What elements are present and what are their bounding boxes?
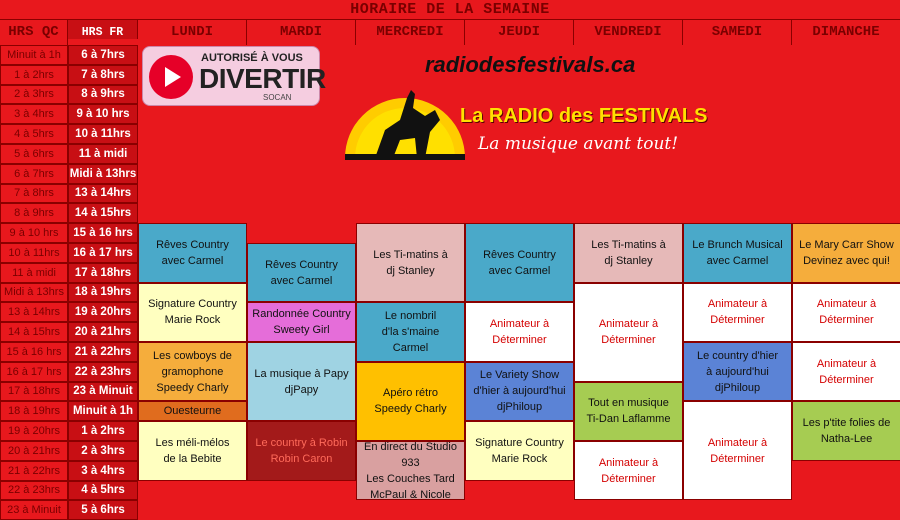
schedule-header — [0, 0, 900, 20]
time-qc-cell: 3 à 4hrs — [0, 104, 68, 124]
program-block: Rêves Country avec Carmel — [247, 243, 356, 302]
program-block: En direct du Studio 933 Les Couches Tard McPaul & Nicole — [356, 441, 465, 500]
time-fr-cell: 11 à midi — [68, 144, 138, 164]
time-fr-cell: Midi à 13hrs — [68, 164, 138, 184]
program-block: Apéro rétro Speedy Charly — [356, 362, 465, 441]
time-fr-cell: 8 à 9hrs — [68, 85, 138, 105]
program-block: Animateur à Déterminer — [683, 283, 792, 342]
program-block: Tout en musique Ti-Dan Laflamme — [574, 382, 683, 441]
time-qc-cell: 10 à 11hrs — [0, 243, 68, 263]
time-qc-cell: 15 à 16 hrs — [0, 342, 68, 362]
time-fr-cell: 17 à 18hrs — [68, 263, 138, 283]
time-qc-cell: 20 à 21hrs — [0, 441, 68, 461]
column-header-mardi: MARDI — [247, 20, 356, 45]
time-qc-cell: 22 à 23hrs — [0, 481, 68, 501]
column-header-dimanche: DIMANCHE — [792, 20, 900, 45]
program-block: Le country à Robin Robin Caron — [247, 421, 356, 480]
time-qc-cell: 18 à 19hrs — [0, 401, 68, 421]
time-fr-cell: 5 à 6hrs — [68, 500, 138, 520]
time-fr-cell: 16 à 17 hrs — [68, 243, 138, 263]
time-fr-cell: 23 à Minuit — [68, 382, 138, 402]
time-qc-cell: 13 à 14hrs — [0, 302, 68, 322]
time-qc-cell: 6 à 7hrs — [0, 164, 68, 184]
time-qc-cell: 8 à 9hrs — [0, 203, 68, 223]
time-qc-cell: Minuit à 1h — [0, 45, 68, 65]
program-block: Animateur à Déterminer — [574, 441, 683, 500]
time-fr-cell: 2 à 3hrs — [68, 441, 138, 461]
program-block: Signature Country Marie Rock — [465, 421, 574, 480]
program-block: Le nombril d'la s'maine Carmel — [356, 302, 465, 361]
program-block: Les méli-mélos de la Bebite — [138, 421, 247, 480]
column-header-fr: HRS FR — [68, 20, 138, 39]
socan-main-text: DIVERTIR — [199, 63, 326, 94]
time-qc-cell: 16 à 17 hrs — [0, 362, 68, 382]
time-qc-cell: 2 à 3hrs — [0, 85, 68, 105]
column-header-mercredi: MERCREDI — [356, 20, 465, 45]
program-block: Le Brunch Musical avec Carmel — [683, 223, 792, 282]
time-fr-cell: 15 à 16 hrs — [68, 223, 138, 243]
time-qc-cell: 19 à 20hrs — [0, 421, 68, 441]
time-fr-cell: 20 à 21hrs — [68, 322, 138, 342]
time-fr-cell: 21 à 22hrs — [68, 342, 138, 362]
time-qc-cell: 5 à 6hrs — [0, 144, 68, 164]
website-url: radiodesfestivals.ca — [425, 52, 636, 77]
program-block: Ouesteurne — [138, 401, 247, 421]
program-block: Le Variety Show d'hier à aujourd'hui djPhiloup — [465, 362, 574, 421]
time-qc-cell: Midi à 13hrs — [0, 283, 68, 303]
column-header-jeudi: JEUDI — [465, 20, 574, 45]
time-fr-cell: 18 à 19hrs — [68, 283, 138, 303]
time-qc-cell: 17 à 18hrs — [0, 382, 68, 402]
column-header-vendredi: VENDREDI — [574, 20, 683, 45]
play-icon — [149, 55, 193, 99]
time-qc-cell: 14 à 15hrs — [0, 322, 68, 342]
time-qc-cell: 1 à 2hrs — [0, 65, 68, 85]
program-block: Les cowboys de gramophone Speedy Charly — [138, 342, 247, 401]
time-qc-cell: 7 à 8hrs — [0, 184, 68, 204]
time-fr-cell: 1 à 2hrs — [68, 421, 138, 441]
program-block: Rêves Country avec Carmel — [465, 223, 574, 302]
time-fr-cell: 19 à 20hrs — [68, 302, 138, 322]
time-fr-cell: 6 à 7hrs — [68, 45, 138, 65]
time-fr-cell: 10 à 11hrs — [68, 124, 138, 144]
column-header-qc: HRS QC — [0, 20, 68, 45]
program-block: Rêves Country avec Carmel — [138, 223, 247, 282]
program-block: Signature Country Marie Rock — [138, 283, 247, 342]
time-fr-cell: 14 à 15hrs — [68, 203, 138, 223]
program-block: Randonnée Country Sweety Girl — [247, 302, 356, 342]
column-header-samedi: SAMEDI — [683, 20, 792, 45]
program-block: Animateur à Déterminer — [465, 302, 574, 361]
program-block: Les Ti-matins à dj Stanley — [574, 223, 683, 282]
program-block: Animateur à Déterminer — [792, 283, 900, 342]
program-block: Animateur à Déterminer — [574, 283, 683, 382]
program-block: Les p'tite folies de Natha-Lee — [792, 401, 900, 460]
program-block: Les Ti-matins à dj Stanley — [356, 223, 465, 302]
time-fr-cell: 22 à 23hrs — [68, 362, 138, 382]
cowboy-sunset-logo — [345, 80, 465, 160]
time-qc-cell: 21 à 22hrs — [0, 461, 68, 481]
time-qc-cell: 9 à 10 hrs — [0, 223, 68, 243]
program-block: Animateur à Déterminer — [683, 401, 792, 500]
time-fr-cell: 7 à 8hrs — [68, 65, 138, 85]
program-block: La musique à Papy djPapy — [247, 342, 356, 421]
time-fr-cell: 3 à 4hrs — [68, 461, 138, 481]
time-qc-cell: 4 à 5hrs — [0, 124, 68, 144]
time-fr-cell: Minuit à 1h — [68, 401, 138, 421]
socan-name: SOCAN — [263, 93, 292, 102]
program-block: Le country d'hier à aujourd'hui djPhiloup — [683, 342, 792, 401]
socan-logo — [142, 46, 326, 106]
radio-title: La RADIO des FESTIVALS — [460, 105, 708, 127]
socan-tagline: AUTORISÉ À VOUS — [201, 52, 303, 64]
time-fr-cell: 9 à 10 hrs — [68, 104, 138, 124]
time-qc-cell: 23 à Minuit — [0, 500, 68, 520]
schedule-title: HORAIRE DE LA SEMAINE — [350, 1, 550, 18]
radio-tagline: La musique avant tout! — [478, 134, 679, 154]
program-block: Animateur à Déterminer — [792, 342, 900, 401]
time-qc-cell: 11 à midi — [0, 263, 68, 283]
time-fr-cell: 13 à 14hrs — [68, 184, 138, 204]
program-block: Le Mary Carr Show Devinez avec qui! — [792, 223, 900, 282]
column-header-lundi: LUNDI — [138, 20, 247, 45]
time-fr-cell: 4 à 5hrs — [68, 481, 138, 501]
